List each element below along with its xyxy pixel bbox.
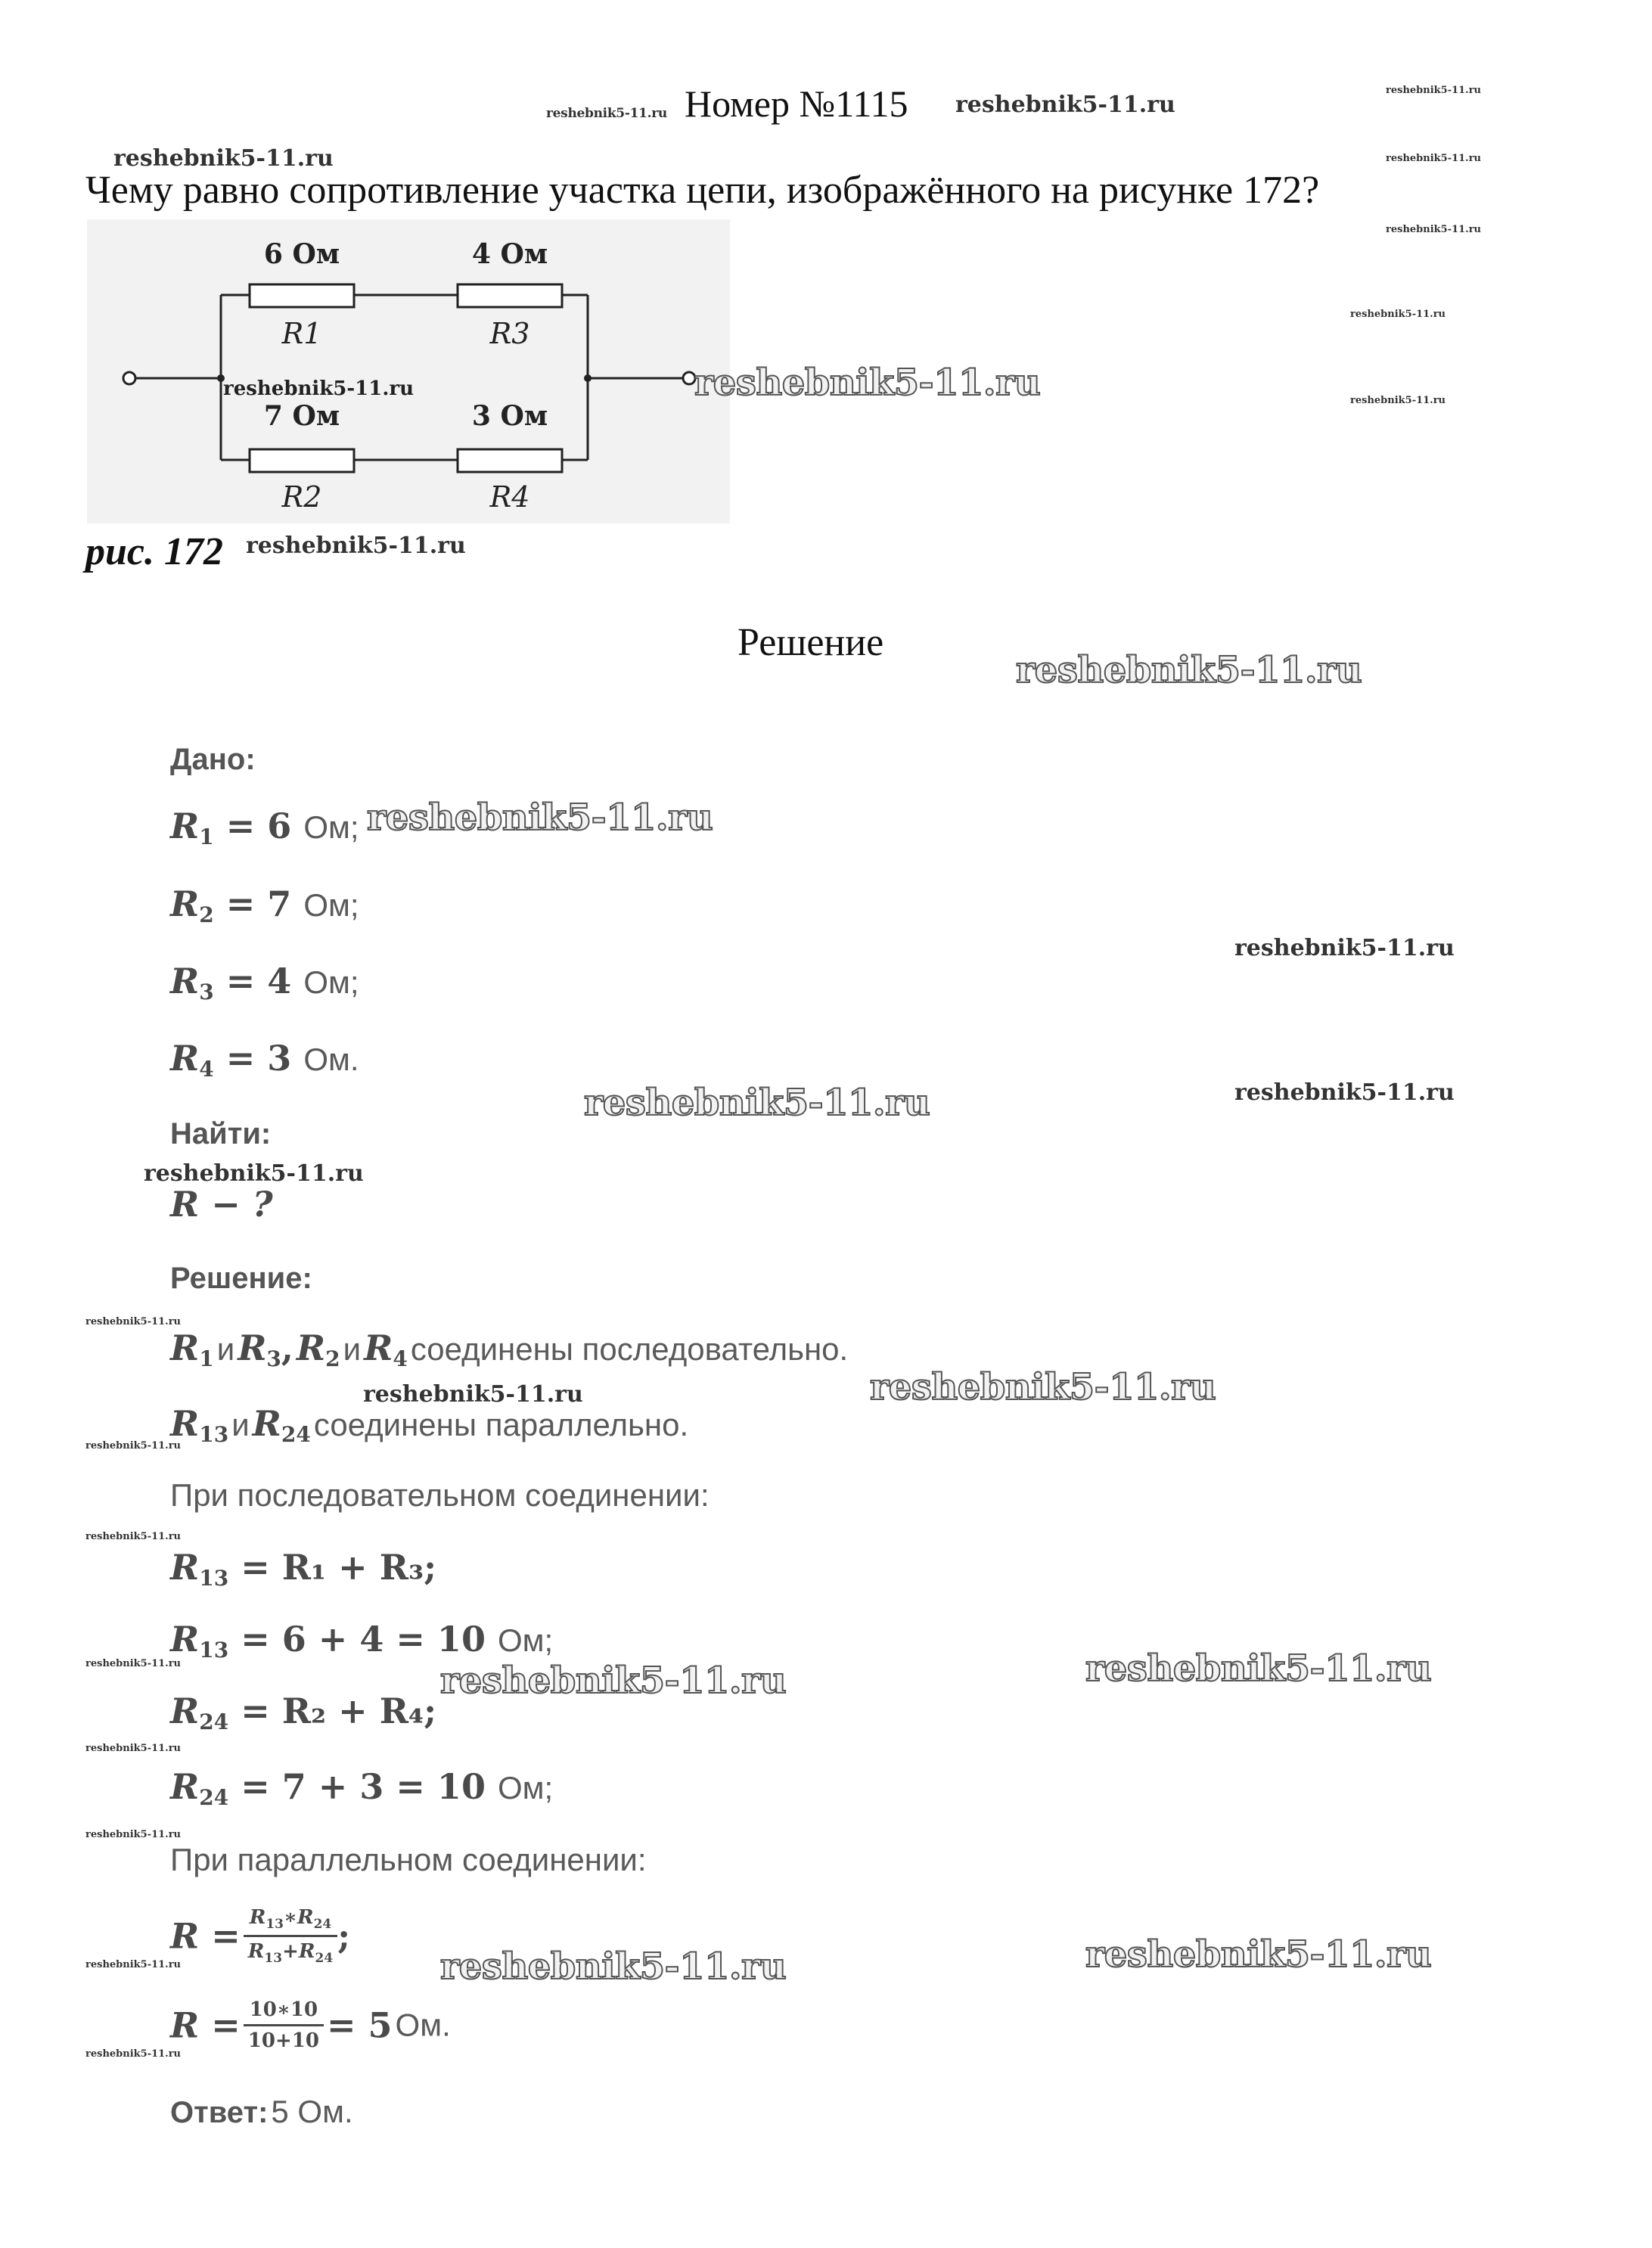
watermark: reshebnik5-11.ru <box>246 533 466 559</box>
watermark: reshebnik5-11.ru <box>85 1959 182 1970</box>
watermark: reshebnik5-11.ru <box>85 1316 182 1327</box>
r13-formula: $R_{13} = R_1 + R_3$; <box>170 1547 437 1591</box>
r24-value: $R_{24} = 7 + 3 = 10$ Ом; <box>170 1766 554 1810</box>
watermark: reshebnik5-11.ru <box>85 1743 182 1754</box>
solution-title: Решение <box>738 621 884 664</box>
watermark: reshebnik5-11.ru <box>1234 1079 1455 1106</box>
series-statement: $R_1$ и $R_3$, $R_2$ и $R_4$ соединены последовательно. <box>170 1327 849 1371</box>
series-intro: При последовательном соединении: <box>170 1477 710 1513</box>
label-r1-name: R1 <box>281 317 322 350</box>
watermark: reshebnik5-11.ru <box>1085 1647 1432 1690</box>
watermark: reshebnik5-11.ru <box>1386 85 1482 96</box>
watermark: reshebnik5-11.ru <box>1350 395 1446 406</box>
r24-formula: $R_{24} = R_2 + R_4$; <box>170 1691 437 1734</box>
label-r3-name: R3 <box>489 317 530 350</box>
r13-value: $R_{13} = 6 + 4 = 10$ Ом; <box>170 1619 554 1663</box>
parallel-statement: $R_{13}$ и $R_{24}$ соединены параллельно. <box>170 1403 689 1447</box>
page-title: Номер №1115 <box>685 82 908 125</box>
label-r3-value: 4 Ом <box>471 238 548 270</box>
terminal-right <box>683 372 695 384</box>
watermark: reshebnik5-11.ru <box>363 1381 583 1408</box>
watermark: reshebnik5-11.ru <box>144 1160 364 1187</box>
label-r2-value: 7 Ом <box>263 400 340 432</box>
watermark: reshebnik5-11.ru <box>223 377 415 400</box>
watermark: reshebnik5-11.ru <box>85 1829 182 1840</box>
label-r4-name: R4 <box>489 480 530 514</box>
watermark: reshebnik5-11.ru <box>694 362 1041 404</box>
answer: Ответ: 5 Ом. <box>170 2094 353 2129</box>
watermark: reshebnik5-11.ru <box>1016 649 1362 691</box>
resistor-r2 <box>250 449 354 472</box>
fraction: $\frac{R_{13}∗R_{24}}{R_{13}+R_{24}}$ <box>244 1906 337 1966</box>
resistor-r1 <box>250 284 354 307</box>
watermark: reshebnik5-11.ru <box>870 1366 1216 1408</box>
watermark: reshebnik5-11.ru <box>440 1660 787 1702</box>
r-parallel-formula: R = $\frac{R_{13}∗R_{24}}{R_{13}+R_{24}}$ ; <box>170 1906 351 1967</box>
watermark: reshebnik5-11.ru <box>85 1531 182 1542</box>
watermark: reshebnik5-11.ru <box>367 796 713 839</box>
find-heading: Найти: <box>170 1117 272 1150</box>
watermark: reshebnik5-11.ru <box>546 106 667 121</box>
watermark: reshebnik5-11.ru <box>1350 309 1446 320</box>
parallel-intro: При параллельном соединении: <box>170 1842 647 1877</box>
given-r2: $R_2 = 7$ Ом; <box>170 883 359 927</box>
watermark: reshebnik5-11.ru <box>113 145 334 172</box>
terminal-left <box>123 372 135 384</box>
resistor-r3 <box>458 284 562 307</box>
watermark: reshebnik5-11.ru <box>85 1440 182 1452</box>
r-parallel-value: R = $\frac{10∗10}{10+10}$ = 5 Ом. <box>170 1998 451 2052</box>
solution-heading: Решение: <box>170 1262 312 1295</box>
watermark: reshebnik5-11.ru <box>1085 1933 1432 1976</box>
watermark: reshebnik5-11.ru <box>955 92 1175 118</box>
given-r1: $R_1 = 6$ Ом; <box>170 806 359 849</box>
circuit-diagram <box>87 219 730 523</box>
question-text: Чему равно сопротивление участка цепи, изображённого на рисунке 172? <box>85 169 1320 212</box>
watermark: reshebnik5-11.ru <box>1386 153 1482 164</box>
label-r4-value: 3 Ом <box>471 400 548 432</box>
watermark: reshebnik5-11.ru <box>584 1082 930 1124</box>
label-r1-value: 6 Ом <box>263 238 340 270</box>
watermark: reshebnik5-11.ru <box>1386 224 1482 235</box>
figure-background <box>87 219 730 523</box>
resistor-r4 <box>458 449 562 472</box>
given-r3: $R_3 = 4$ Ом; <box>170 961 359 1004</box>
watermark: reshebnik5-11.ru <box>85 2048 182 2060</box>
watermark: reshebnik5-11.ru <box>1234 935 1455 961</box>
junction-node-right <box>584 374 592 382</box>
find-expression: R − ? <box>170 1184 273 1225</box>
figure-caption: рис. 172 <box>85 530 223 573</box>
given-heading: Дано: <box>170 743 256 776</box>
watermark: reshebnik5-11.ru <box>85 1658 182 1669</box>
given-r4: $R_4 = 3$ Ом. <box>170 1038 359 1082</box>
label-r2-name: R2 <box>281 480 322 514</box>
watermark: reshebnik5-11.ru <box>440 1945 787 1988</box>
fraction: $\frac{10∗10}{10+10}$ <box>244 1998 324 2052</box>
